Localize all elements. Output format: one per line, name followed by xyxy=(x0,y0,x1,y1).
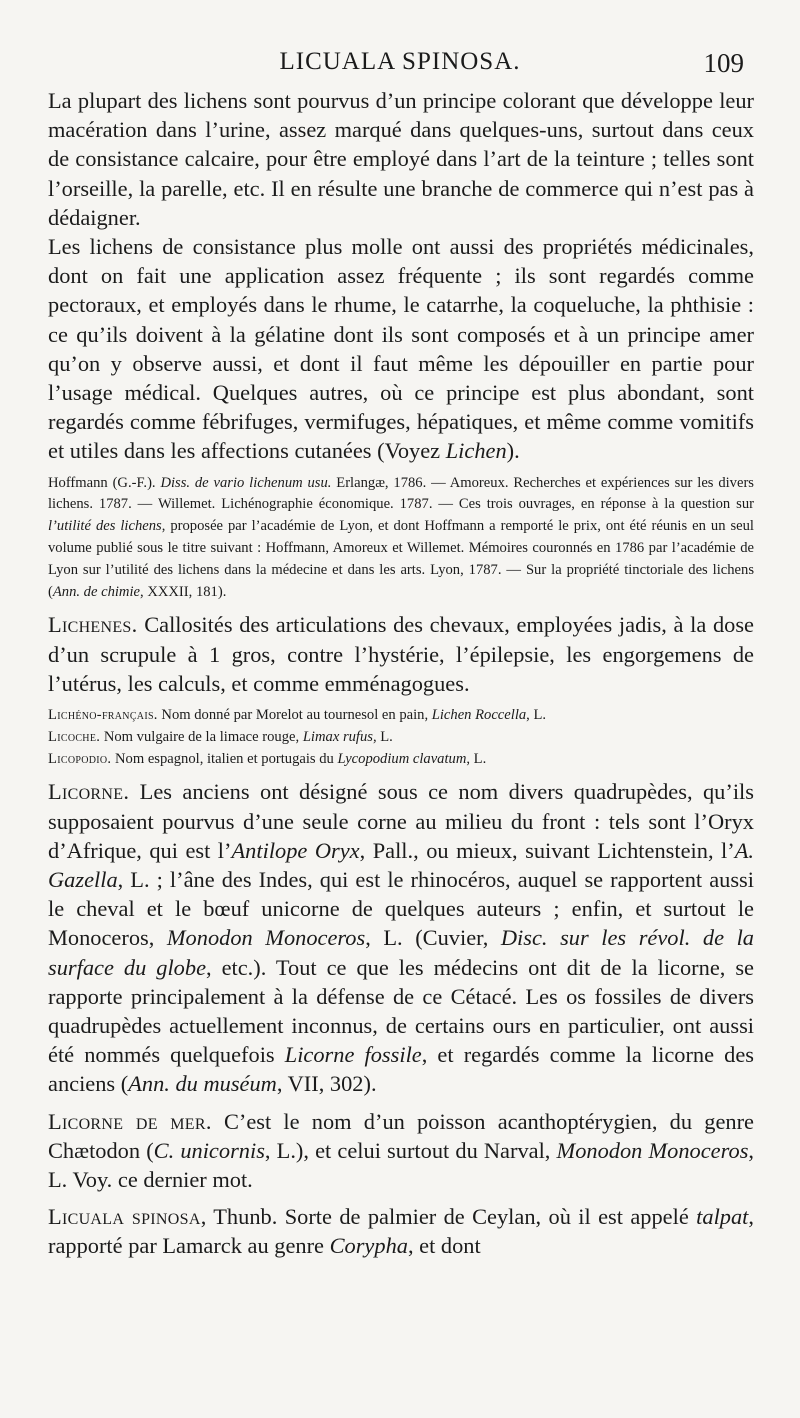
small-entry-term: Licoche. xyxy=(48,728,101,745)
entry-italic: Disc. sur les révol. de la surface du globe xyxy=(48,925,754,980)
small-entries xyxy=(48,705,754,770)
ref-title: Diss. de vario lichenum usu. xyxy=(160,474,332,491)
entry-licuala-spinosa xyxy=(48,1202,754,1260)
page-header xyxy=(48,48,752,82)
entry-lichenes xyxy=(48,610,754,698)
entry-licorne-de-mer xyxy=(48,1107,754,1195)
entry-text: , VII, 302). xyxy=(276,1071,377,1097)
entry-text: Les anciens ont désigné sous ce nom divers quadrupèdes, qu’ils supposaient pourvus d’une seule corne au milieu du front : tels sont l’Oryx d’Afrique, qui est l’ xyxy=(48,779,754,863)
entry-term: Licorne. xyxy=(48,779,130,805)
entry-italic: C. unicornis xyxy=(153,1137,265,1163)
entry-text: , L. (Cuvier, xyxy=(365,925,501,951)
paragraph-lichens-colorant: La plupart des lichens sont pourvus d’un principe colorant que développe leur macération dans l’urine, assez marqué dans quelques-uns, surtout dans ceux de consistance calcaire, pour être employé dans l’art de la teinture ; telles sont l’orseille, la parelle, etc. Il en résulte une branche de commerce qui n’est pas à dédaigner. xyxy=(48,88,754,230)
entry-text: , etc.). Tout ce que les médecins ont dit de la licorne, se rapporte principalement à la défense de ce Cétacé. Les os fossiles de divers quadrupèdes actuellement inconnus, de certains ours en particulier, ont aussi été nommés quelquefois xyxy=(48,954,754,1068)
bibliography-note xyxy=(48,473,754,604)
small-entry-term: Lichéno-français. xyxy=(48,707,158,724)
small-entry-italic: Limax rufus xyxy=(302,728,373,745)
entry-text: , et dont xyxy=(407,1233,481,1259)
ref-author: Hoffmann (G.-F.). xyxy=(48,474,161,491)
ref-text-2: , proposée par l’académie de Lyon, et dont Hoffmann a remporté le prix, ont été réunis en un seul volume publié sous le titre suivant : Hoffmann, Amoreux et Willemet. Mémoires couronnés en 1786 par l’académie de Lyon sur l’utilité des lichens dans la médecine et dans les arts. Lyon, 1787. — Sur la propriété tinctoriale des lichens ( xyxy=(48,518,754,600)
ref-italic: l’utilité des lichens xyxy=(48,518,162,535)
entry-text: , L. ; l’âne des Indes, qui est le rhinocéros, auquel se rapportent aussi le cheval et le bœuf unicorne de quelques auteurs ; enfin, et surtout le Monoceros, xyxy=(48,867,754,951)
entry-text: , Pall., ou mieux, suivant Lichtenstein, l’ xyxy=(359,837,735,863)
entry-italic: A. Gazella xyxy=(48,837,754,893)
small-entry-text: Nom donné par Morelot au tournesol en pain, xyxy=(157,707,432,724)
small-entry xyxy=(48,705,754,727)
entry-text: , et regardés comme la licorne des anciens ( xyxy=(48,1042,755,1097)
small-entry-end: , L. xyxy=(526,707,547,724)
entry-italic: Monodon Monoceros xyxy=(166,925,366,951)
small-entry-end: , L. xyxy=(372,728,393,745)
entry-italic: Corypha xyxy=(329,1233,408,1259)
ref-journal: Ann. de chimie xyxy=(52,583,141,600)
entry-italic: Ann. du muséum xyxy=(128,1071,277,1097)
entry-term: Licuala spinosa xyxy=(48,1204,201,1230)
entry-licorne xyxy=(48,777,754,1098)
entry-italic: talpat xyxy=(696,1204,749,1230)
entry-text: , L. Voy. ce dernier mot. xyxy=(48,1137,755,1193)
paragraph-text-end: ). xyxy=(506,438,520,464)
small-entry-italic: Lycopodium clavatum xyxy=(337,750,467,767)
page-number: 109 xyxy=(703,48,744,78)
entry-term: Licorne de mer. xyxy=(48,1108,212,1134)
running-title: LICUALA SPINOSA. xyxy=(279,48,521,75)
small-entry-end: , L. xyxy=(466,750,487,767)
entry-italic: Monodon Monoceros xyxy=(556,1137,749,1163)
entry-italic: Licorne fossile xyxy=(284,1042,422,1068)
entry-italic: Antilope Oryx xyxy=(231,837,360,863)
entry-term: Lichenes. xyxy=(48,612,138,638)
page-body xyxy=(48,86,754,1261)
small-entry xyxy=(48,727,754,749)
small-entry-italic: Lichen Roccella xyxy=(431,707,527,724)
entry-text: Callosités des articulations des chevaux, employées jadis, à la dose d’un scrupule à 1 gros, contre l’hystérie, l’épilepsie, les engorgemens de l’utérus, les calculs, et comme emménagogues. xyxy=(48,612,754,696)
ref-text-3: , XXXII, 181). xyxy=(140,583,227,600)
entry-text: , Thunb. Sorte de palmier de Ceylan, où il est appelé xyxy=(200,1204,697,1230)
entry-text: C’est le nom d’un poisson acanthoptérygien, du genre Chætodon ( xyxy=(48,1108,754,1163)
entry-text: , L.), et celui surtout du Narval, xyxy=(264,1137,557,1163)
small-entry-text: Nom vulgaire de la limace rouge, xyxy=(100,728,303,745)
paragraph-italic: Lichen xyxy=(445,438,507,464)
small-entry-text: Nom espagnol, italien et portugais du xyxy=(111,750,338,767)
paragraph-lichens-medicinal xyxy=(48,232,754,466)
small-entry xyxy=(48,749,754,771)
entry-text: , rapporté par Lamarck au genre xyxy=(48,1204,755,1259)
ref-text: Erlangæ, 1786. — Amoreux. Recherches et expériences sur les divers lichens. 1787. — Willemet. Lichénographie économique. 1787. — Ces trois ouvrages, en réponse à la question sur xyxy=(48,474,754,513)
bibliography-text xyxy=(48,473,754,604)
paragraph-text: Les lichens de consistance plus molle ont aussi des propriétés médicinales, dont on fait une application assez fréquente ; ils sont regardés comme pectoraux, et employés dans le rhume, le catarrhe, la coqueluche, la phthisie : ce qu’ils doivent à la gélatine dont ils sont composés et à un principe amer qu’on y observe aussi, et dont il faut même les dépouiller en partie pour l’usage médical. Quelques autres, où ce principe est plus abondant, sont regardés comme fébrifuges, vermifuges, hépatiques, et même comme vomitifs et utiles dans les affections cutanées (Voyez xyxy=(48,234,754,464)
small-entry-term: Licopodio. xyxy=(48,750,112,767)
